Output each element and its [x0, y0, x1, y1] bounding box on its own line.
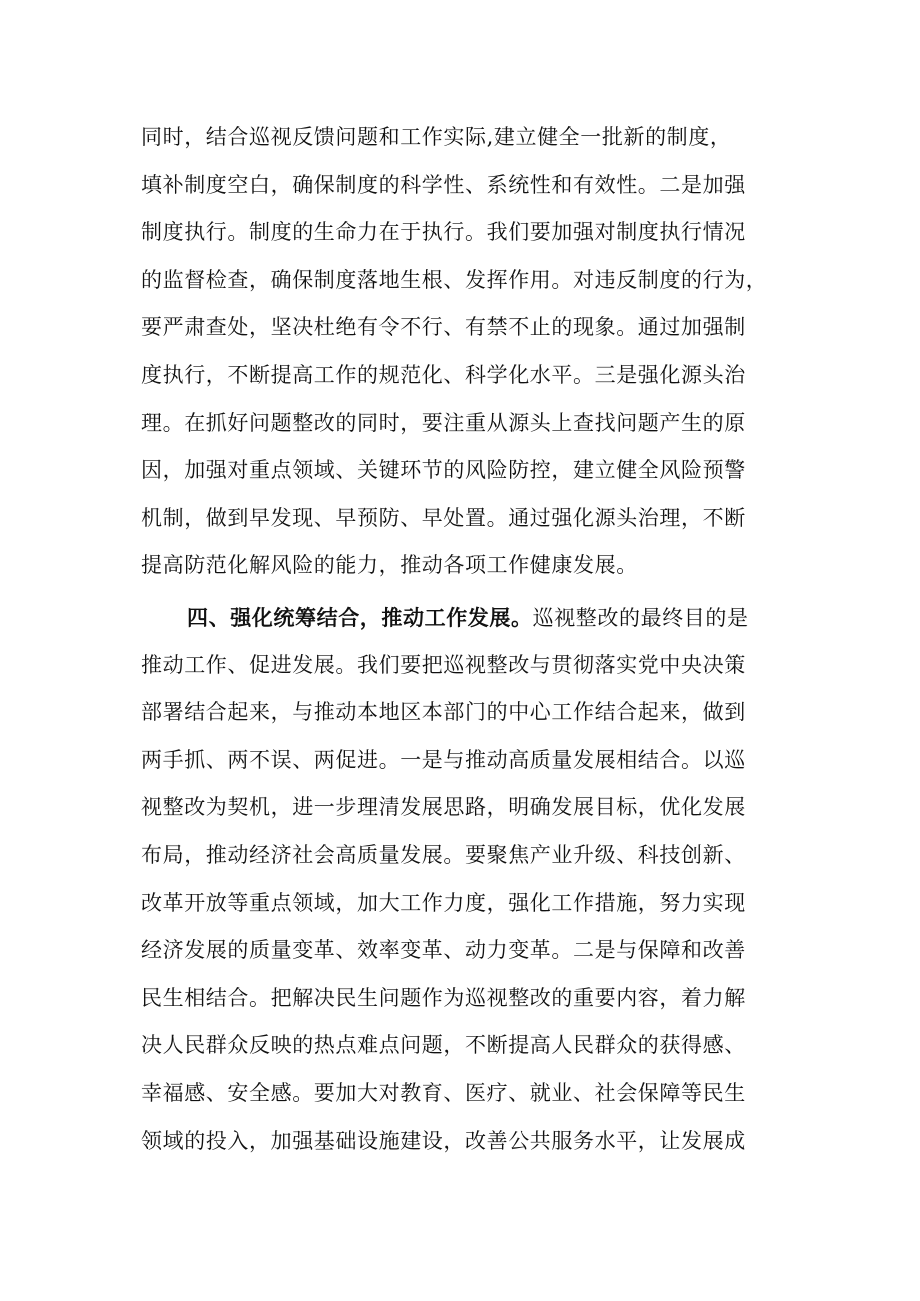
text-line: 布局，推动经济社会高质量发展。要聚焦产业升级、科技创新、 [141, 842, 746, 867]
text-line: 同时，结合巡视反馈问题和工作实际,建立健全一批新的制度， [141, 125, 732, 149]
text-line: 因，加强对重点领域、关键环节的风险防控，建立健全风险预警 [141, 458, 746, 483]
section-4-heading: 四、强化统筹结合，推动工作发展。 [187, 605, 533, 630]
text-line: 要严肃查处，坚决杜绝有令不行、有禁不止的现象。通过加强制 [141, 315, 746, 340]
section-4-lead-text: 巡视整改的最终目的是 [532, 606, 749, 630]
section-4-first-line [141, 594, 781, 642]
text-line: 民生相结合。把解决民生问题作为巡视整改的重要内容，着力解 [141, 985, 746, 1010]
text-line: 幸福感、安全感。要加大对教育、医疗、就业、社会保障等民生 [141, 1080, 746, 1105]
paragraph-institution-building [141, 114, 781, 590]
text-line: 机制，做到早发现、早预防、早处置。通过强化源头治理，不断 [141, 505, 746, 530]
text-line: 两手抓、两不误、两促进。一是与推动高质量发展相结合。以巡 [141, 747, 746, 772]
text-line: 领域的投入，加强基础设施建设，改善公共服务水平，让发展成 [141, 1128, 746, 1153]
text-line: 度执行，不断提高工作的规范化、科学化水平。三是强化源头治 [141, 362, 746, 387]
text-line: 理。在抓好问题整改的同时，要注重从源头上查找问题产生的原 [141, 410, 746, 435]
text-line: 推动工作、促进发展。我们要把巡视整改与贯彻落实党中央决策 [141, 652, 746, 677]
text-line: 改革开放等重点领域，加大工作力度，强化工作措施，努力实现 [141, 890, 746, 915]
text-line: 决人民群众反映的热点难点问题，不断提高人民群众的获得感、 [141, 1033, 746, 1058]
text-line: 经济发展的质量变革、效率变革、动力变革。二是与保障和改善 [141, 938, 746, 963]
text-line: 填补制度空白，确保制度的科学性、系统性和有效性。二是加强 [141, 172, 746, 197]
text-line: 提高防范化解风险的能力，推动各项工作健康发展。 [141, 553, 638, 578]
section-4-paragraph [141, 594, 781, 1165]
text-line: 制度执行。制度的生命力在于执行。我们要加强对制度执行情况 [141, 220, 746, 245]
text-line: 的监督检查，确保制度落地生根、发挥作用。对违反制度的行为， [141, 267, 768, 292]
text-line: 部署结合起来，与推动本地区本部门的中心工作结合起来，做到 [141, 700, 746, 725]
text-line: 视整改为契机，进一步理清发展思路，明确发展目标，优化发展 [141, 795, 746, 820]
